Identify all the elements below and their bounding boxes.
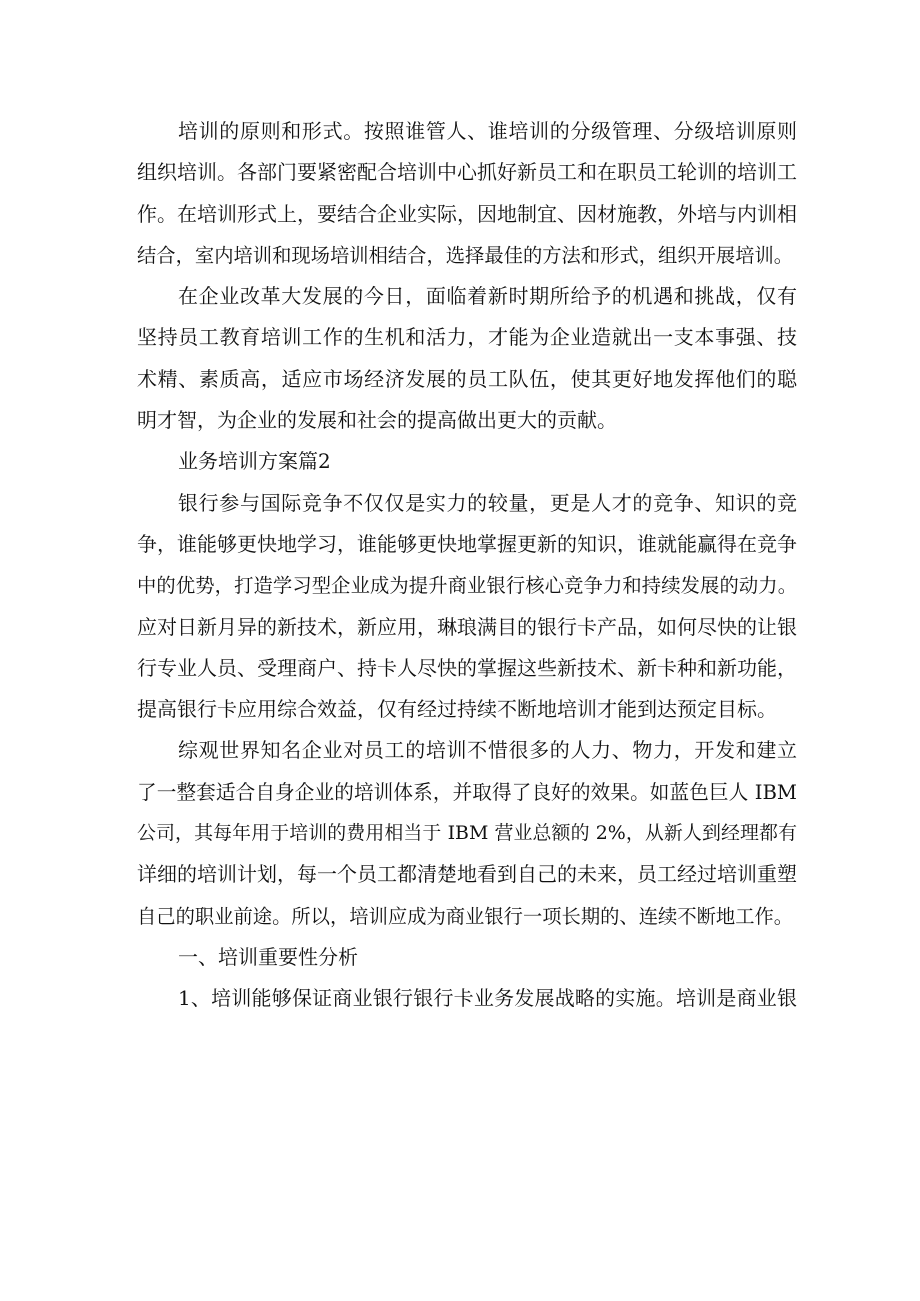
text-line: 应对日新月异的新技术，新应用，琳琅满目的银行卡产品，如何尽快的让银 (137, 614, 797, 639)
text-line: 行专业人员、受理商户、持卡人尽快的掌握这些新技术、新卡种和新功能， (137, 655, 797, 680)
document-body (137, 111, 797, 1020)
text-line: 争，谁能够更快地学习，谁能够更快地掌握更新的知识，谁就能赢得在竞争 (137, 531, 797, 556)
text-line: 结合，室内培训和现场培训相结合，选择最佳的方法和形式，组织开展培训。 (137, 243, 794, 267)
section-heading: 一、培训重要性分析 (178, 944, 358, 969)
text-line: 了一整套适合自身企业的培训体系，并取得了良好的效果。如蓝色巨人 IBM (137, 780, 797, 804)
text-line: 作。在培训形式上，要结合企业实际，因地制宜、因材施教，外培与内训相 (137, 201, 797, 226)
text-line: 自己的职业前途。所以，培训应成为商业银行一项长期的、连续不断地工作。 (137, 904, 794, 928)
text-line: 公司，其每年用于培训的费用相当于 IBM 营业总额的 2%，从新人到经理都有 (137, 822, 797, 845)
text-line: 在企业改革大发展的今日，面临着新时期所给予的机遇和挑战，仅有 (178, 284, 797, 309)
text-line: 1、培训能够保证商业银行银行卡业务发展战略的实施。培训是商业银 (178, 986, 797, 1011)
section-heading: 业务培训方案篇2 (178, 449, 331, 474)
text-line: 坚持员工教育培训工作的生机和活力，才能为企业造就出一支本事强、技 (137, 325, 797, 350)
text-line: 银行参与国际竞争不仅仅是实力的较量，更是人才的竞争、知识的竞 (178, 490, 797, 515)
text-line: 培训的原则和形式。按照谁管人、谁培训的分级管理、分级培训原则 (178, 119, 797, 143)
text-line: 综观世界知名企业对员工的培训不惜很多的人力、物力，开发和建立 (178, 738, 797, 763)
text-line: 提高银行卡应用综合效益，仅有经过持续不断地培训才能到达预定目标。 (137, 697, 777, 722)
text-line: 明才智，为企业的发展和社会的提高做出更大的贡献。 (137, 408, 617, 433)
text-line: 详细的培训计划，每一个员工都清楚地看到自己的未来，员工经过培训重塑 (137, 862, 797, 887)
text-line: 中的优势，打造学习型企业成为提升商业银行核心竞争力和持续发展的动力。 (137, 574, 797, 598)
text-line: 组织培训。各部门要紧密配合培训中心抓好新员工和在职员工轮训的培训工 (137, 160, 797, 185)
text-line: 术精、素质高，适应市场经济发展的员工队伍，使其更好地发挥他们的聪 (137, 366, 797, 391)
